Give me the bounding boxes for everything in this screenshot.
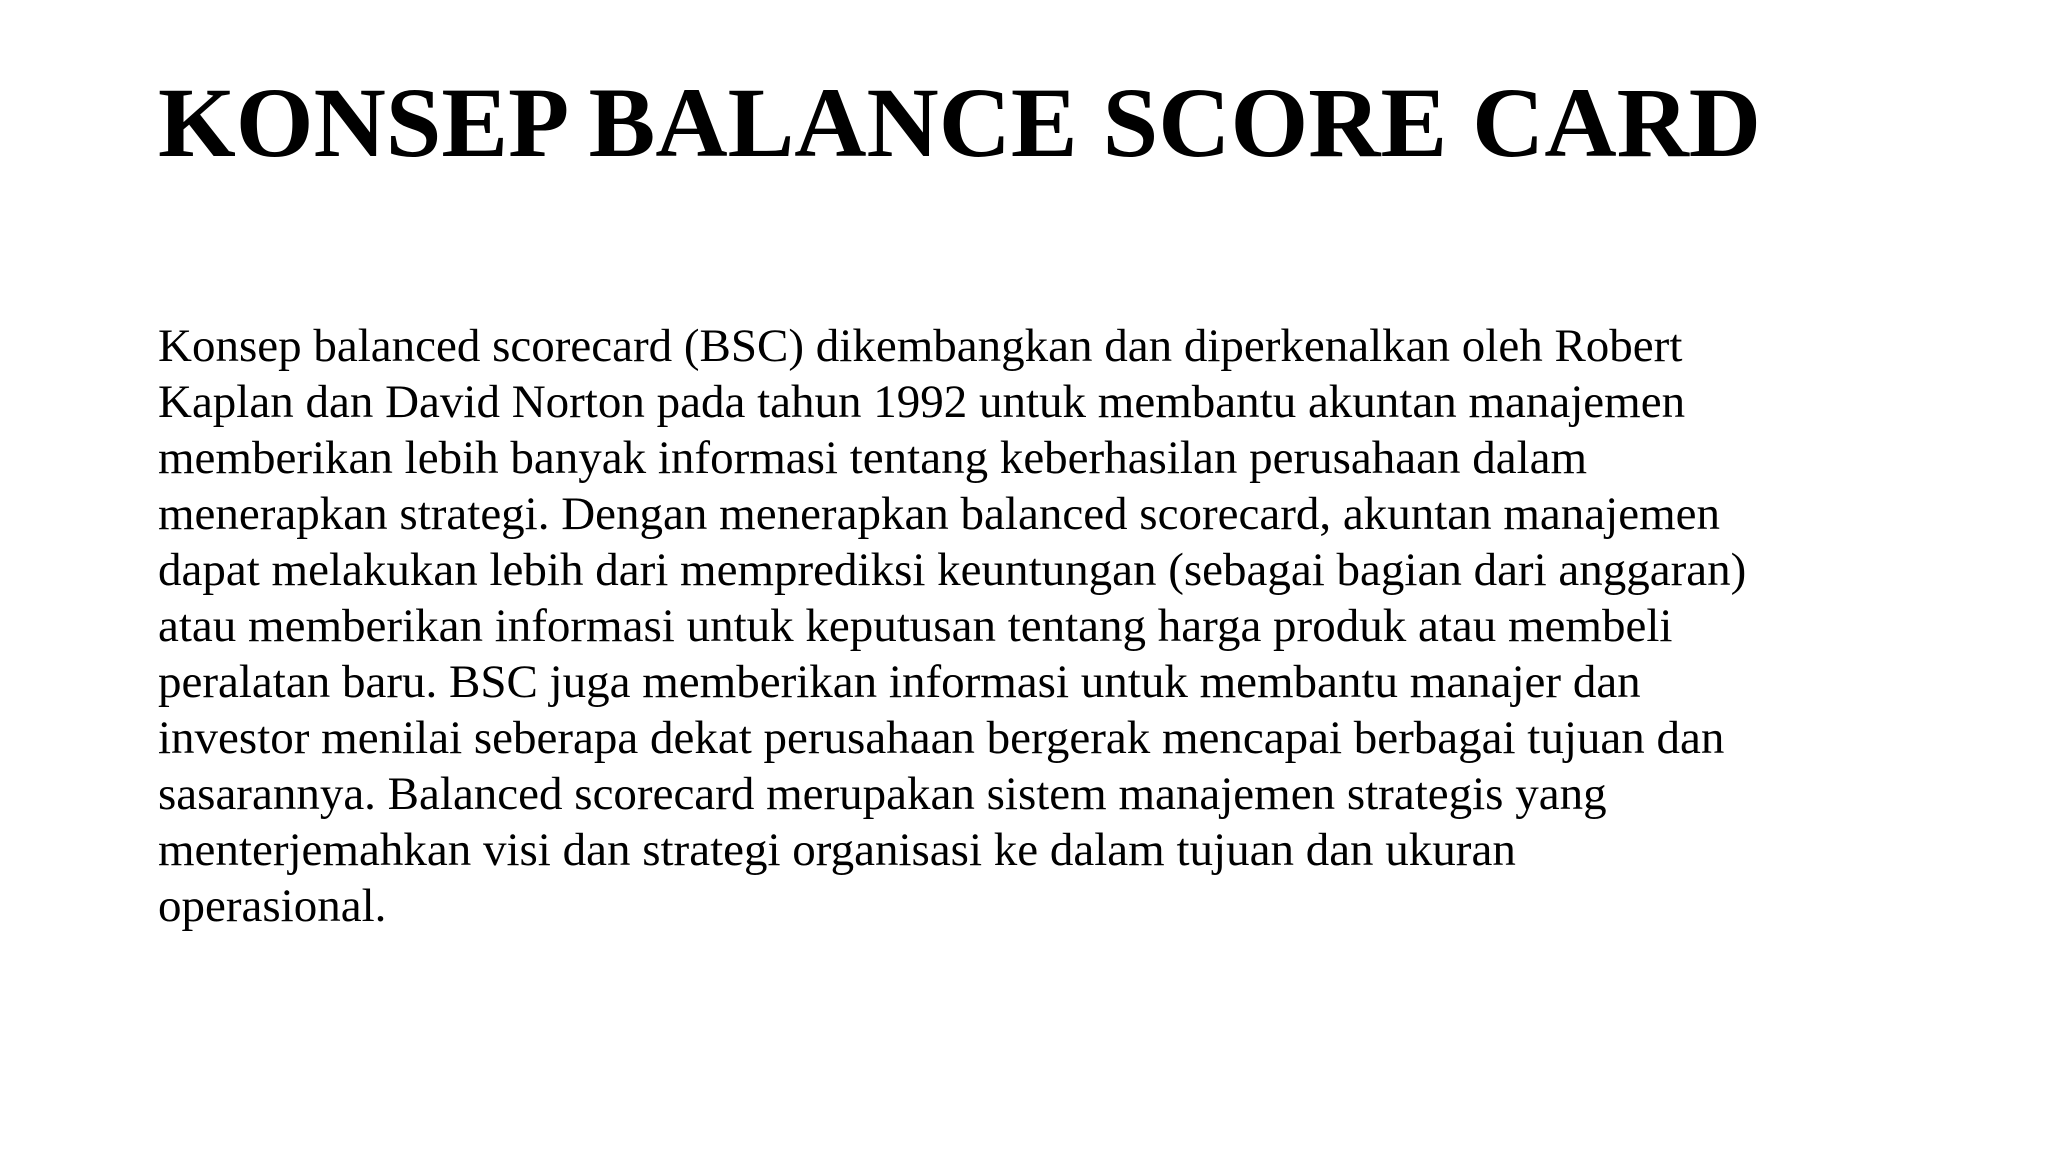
body-line: menterjemahkan visi dan strategi organisasi ke dalam tujuan dan ukuran: [158, 824, 1516, 876]
body-line: operasional.: [158, 880, 387, 932]
slide-title: KONSEP BALANCE SCORE CARD: [158, 67, 1762, 178]
body-line: Konsep balanced scorecard (BSC) dikembangkan dan diperkenalkan oleh Robert: [158, 320, 1683, 372]
body-line: Kaplan dan David Norton pada tahun 1992 untuk membantu akuntan manajemen: [158, 376, 1686, 428]
body-line: peralatan baru. BSC juga memberikan informasi untuk membantu manajer dan: [158, 656, 1641, 708]
body-line: dapat melakukan lebih dari memprediksi keuntungan (sebagai bagian dari anggaran): [158, 544, 1747, 596]
body-line: sasarannya. Balanced scorecard merupakan sistem manajemen strategis yang: [158, 768, 1607, 820]
body-line: investor menilai seberapa dekat perusahaan bergerak mencapai berbagai tujuan dan: [158, 712, 1725, 764]
body-line: menerapkan strategi. Dengan menerapkan balanced scorecard, akuntan manajemen: [158, 488, 1720, 540]
body-line: atau memberikan informasi untuk keputusan tentang harga produk atau membeli: [158, 600, 1673, 652]
body-line: memberikan lebih banyak informasi tentang keberhasilan perusahaan dalam: [158, 432, 1588, 484]
slide-body-paragraph: [158, 318, 1918, 934]
